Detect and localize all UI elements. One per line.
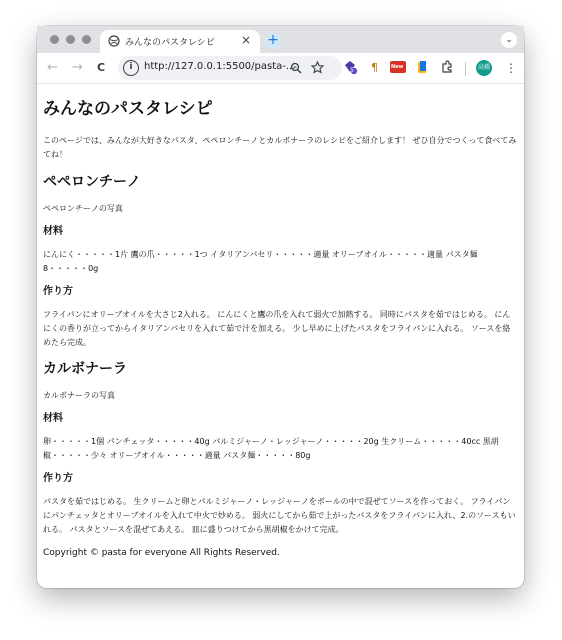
forward-button[interactable]: → — [72, 60, 83, 75]
tab-strip — [37, 26, 524, 53]
ingredients-heading: 材料 — [43, 413, 63, 424]
photo-alt-carbonara: カルボナーラの写真 — [43, 391, 115, 400]
tab-search-button[interactable]: ⌄ — [501, 32, 517, 48]
ingredients-heading: 材料 — [43, 226, 63, 237]
steps-heading: 作り方 — [43, 473, 73, 484]
page-content — [37, 84, 524, 588]
intro-text: このページでは、みんなが大好きなパスタ、ペペロンチーノとカルボナーラのレシピをご紹介します！ ぜひ自分でつくって食べてみてね！ — [43, 136, 517, 159]
extensions-puzzle-icon[interactable] — [440, 60, 454, 74]
new-tab-button[interactable]: + — [265, 33, 281, 49]
section-heading-peperoncino: ペペロンチーノ — [43, 174, 141, 190]
bookmark-star-icon[interactable] — [311, 61, 324, 74]
tab-close-icon[interactable]: × — [240, 33, 251, 47]
new-badge: New — [391, 64, 404, 70]
steps-text: パスタを茹ではじめる。 生クリームと卵とパルミジャーノ・レッジャーノをボールの中で混ぜてソースを作っておく。 フライパンにパンチェッタとオリーブオイルを入れて中火で炒める。 弱火にしてから茹で上がったパスタをフライパンに入れ、2.のソースもいれる。 パスタとソースを混ぜてあえる。 皿に盛りつけてから黒胡椒をかけて完成。 — [43, 497, 516, 534]
zoom-icon[interactable] — [290, 62, 302, 74]
globe-icon — [108, 35, 120, 47]
extension-clipboard-icon[interactable] — [415, 60, 429, 74]
ingredients-list: 卵・・・・・1個 パンチェッタ・・・・・40g パルミジャーノ・レッジャーノ・・・・・20g 生クリーム・・・・・40cc 黒胡椒・・・・・少々 オリーブオイル・・・・・適量 パスタ麺・・・・・80g — [43, 437, 499, 460]
profile-avatar[interactable]: 高橋 — [476, 60, 492, 76]
url-text[interactable]: http://127.0.0.1:5500/pasta-... — [144, 61, 296, 72]
steps-text: フライパンにオリーブオイルを大さじ2入れる。 にんにくと鷹の爪を入れて弱火で加熱する。 同時にパスタを茹ではじめる。 にんにくの香りが立ってからイタリアンパセリを入れて茹で汁を加える。 少し早めに上げたパスタをフライパンに入れる。 ソースを絡めたら完成。 — [43, 310, 511, 347]
maximize-window-button[interactable] — [82, 35, 91, 44]
back-button[interactable]: ← — [47, 60, 58, 75]
address-bar[interactable] — [118, 56, 342, 80]
active-tab[interactable] — [100, 30, 260, 53]
toolbar-divider — [465, 62, 466, 76]
minimize-window-button[interactable] — [66, 35, 75, 44]
tab-title: みんなのパスタレシピ — [125, 38, 215, 48]
page-title: みんなのパスタレシピ — [43, 99, 213, 119]
close-window-button[interactable] — [50, 35, 59, 44]
menu-icon[interactable]: ⋮ — [505, 61, 517, 75]
toolbar — [37, 53, 524, 84]
photo-alt-peperoncino: ペペロンチーノの写真 — [43, 204, 123, 213]
site-info-icon[interactable]: i — [123, 60, 139, 76]
steps-heading: 作り方 — [43, 286, 73, 297]
window-controls — [50, 35, 91, 44]
footer-copyright: Copyright © pasta for everyone All Rights Reserved. — [43, 548, 280, 558]
reload-button[interactable]: C — [97, 61, 106, 74]
ingredients-list: にんにく・・・・・1片 鷹の爪・・・・・1つ イタリアンパセリ・・・・・適量 オリーブオイル・・・・・適量 パスタ麺8・・・・・0g — [43, 250, 478, 273]
svg-text:¶: ¶ — [371, 61, 378, 74]
browser-window — [37, 26, 524, 588]
extension-badge: 5 — [350, 67, 354, 74]
section-heading-carbonara: カルボナーラ — [43, 361, 127, 377]
extension-pilcrow-icon[interactable] — [368, 60, 382, 74]
